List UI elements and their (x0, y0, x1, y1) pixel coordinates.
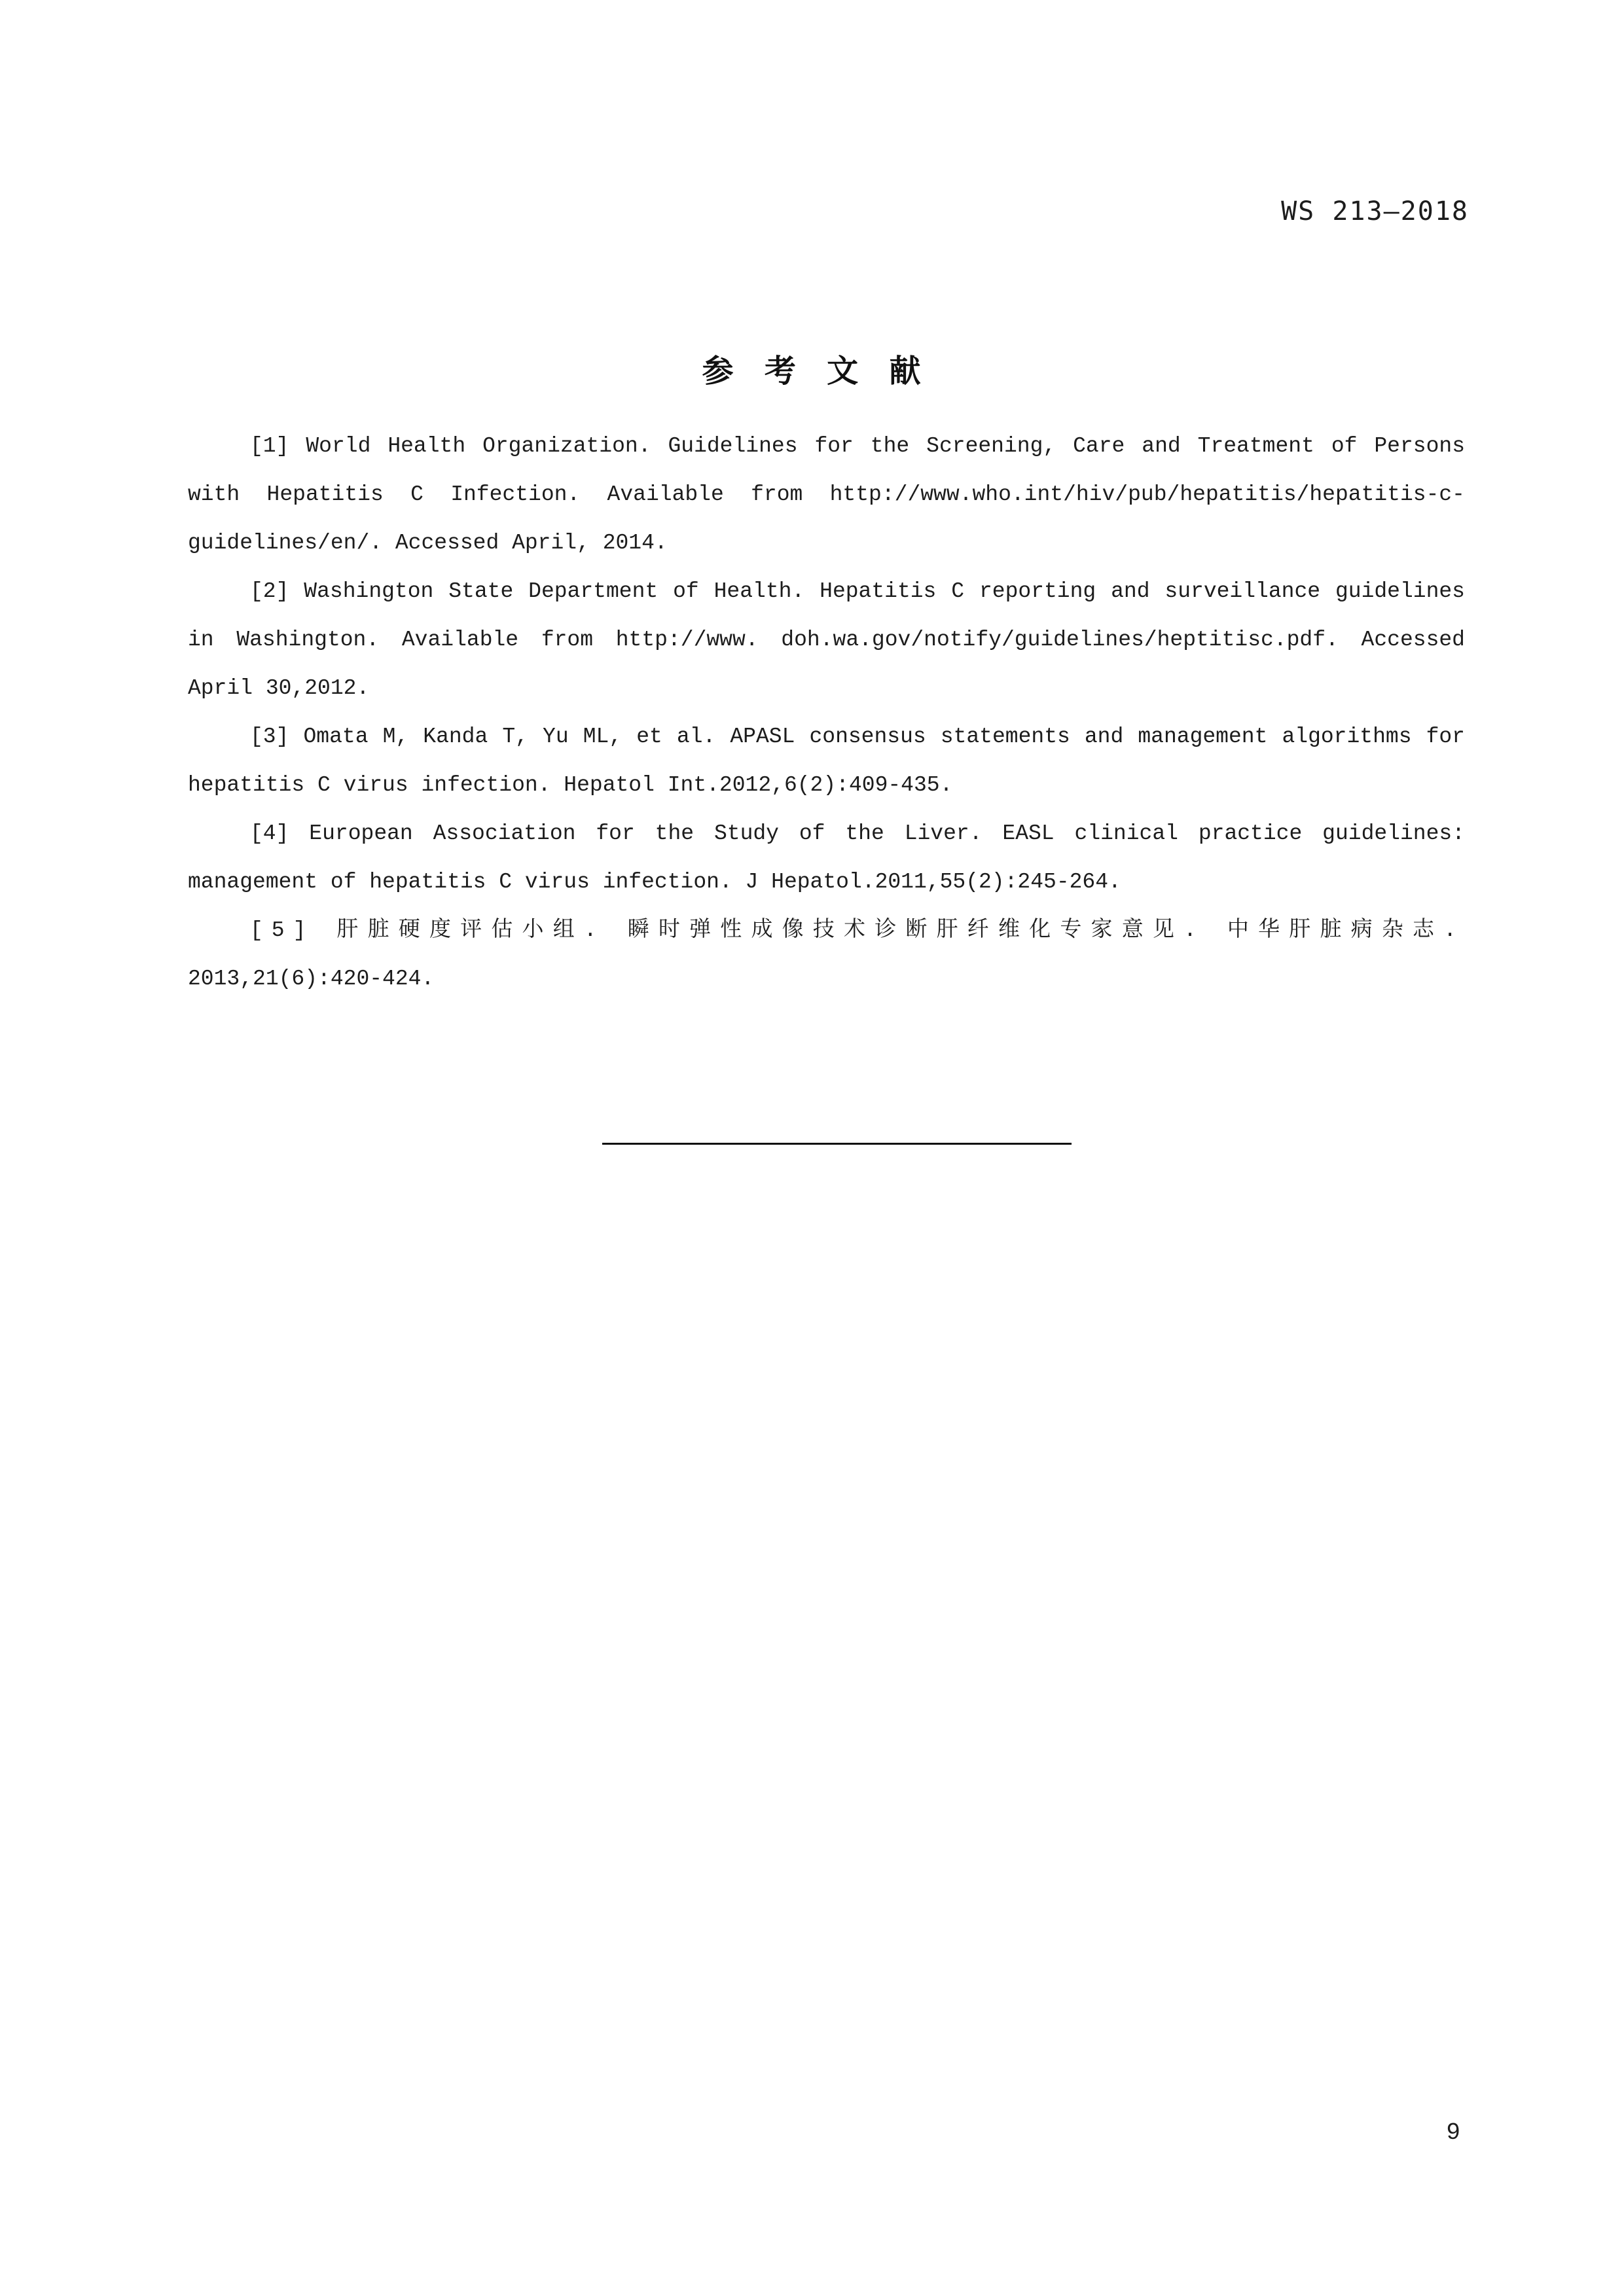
reference-line: April 30,2012. (188, 676, 370, 700)
reference-list (188, 422, 1465, 1003)
reference-line: [1] World Health Organization. Guidelines for the Screening, Care and Treatment of Persons (250, 434, 1465, 458)
reference-line: hepatitis C virus infection. Hepatol Int.2012,6(2):409-435. (188, 773, 953, 797)
document-number: WS 213—2018 (1281, 196, 1469, 226)
reference-item-1 (188, 422, 1465, 567)
reference-line: management of hepatitis C virus infection. J Hepatol.2011,55(2):245-264. (188, 870, 1121, 894)
end-of-document-divider (602, 1143, 1072, 1145)
reference-line: [4] European Association for the Study of the Liver. EASL clinical practice guidelines: (250, 821, 1465, 846)
reference-item-4 (188, 810, 1465, 906)
reference-item-5 (188, 906, 1465, 1003)
reference-item-3 (188, 713, 1465, 810)
reference-line: guidelines/en/. Accessed April, 2014. (188, 531, 668, 555)
reference-line: [2] Washington State Department of Health. Hepatitis C reporting and surveillance guidelines (250, 579, 1465, 603)
reference-line: 2013,21(6):420-424. (188, 967, 435, 991)
reference-line: [3] Omata M, Kanda T, Yu ML, et al. APASL consensus statements and management algorithms for (250, 725, 1465, 749)
reference-line: in Washington. Available from http://www. doh.wa.gov/notify/guidelines/heptitisc.pdf. Accessed (188, 628, 1465, 652)
reference-line: with Hepatitis C Infection. Available from http://www.who.int/hiv/pub/hepatitis/hepatitis-c- (188, 482, 1465, 507)
page-number: 9 (1446, 2119, 1460, 2146)
page-title: 参 考 文 献 (702, 354, 922, 389)
reference-line: [5] 肝脏硬度评估小组. 瞬时弹性成像技术诊断肝纤维化专家意见. 中华肝脏病杂志. (250, 918, 1465, 942)
reference-item-2 (188, 567, 1465, 713)
